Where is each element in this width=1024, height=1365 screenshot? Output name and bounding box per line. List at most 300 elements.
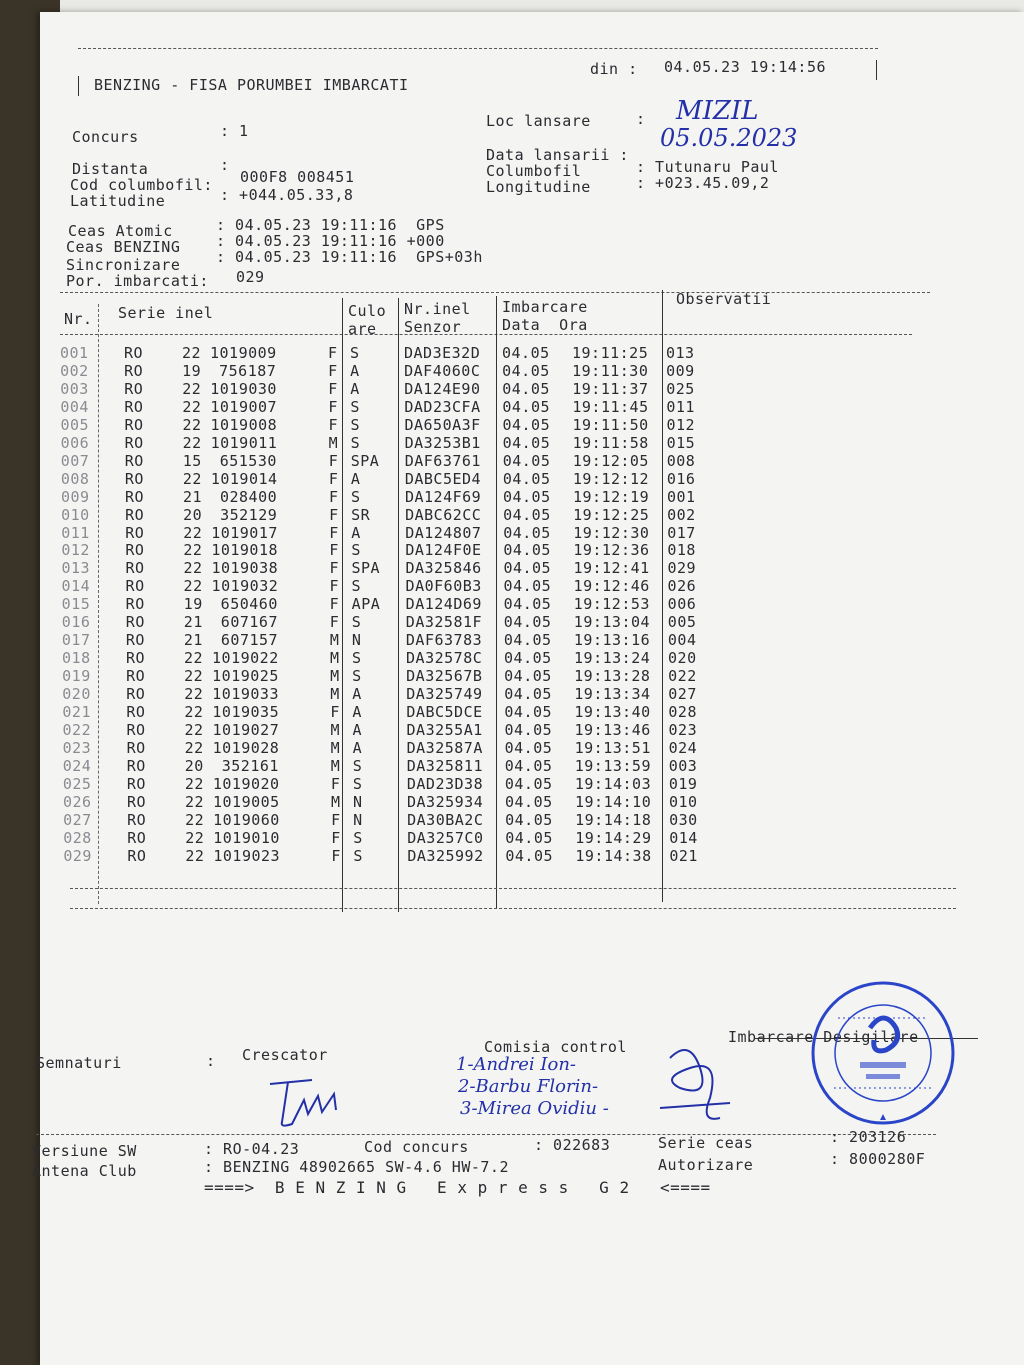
row-culoare: S xyxy=(350,415,360,434)
table-row xyxy=(41,541,1001,559)
longitudine-label: Longitudine xyxy=(486,178,591,196)
row-an: 22 xyxy=(185,828,205,847)
row-culoare: A xyxy=(352,703,362,721)
row-an: 22 xyxy=(183,523,203,542)
row-ora: 19:13:34 xyxy=(574,685,651,704)
row-inel: 1019025 xyxy=(212,667,279,686)
table-row xyxy=(41,434,1001,452)
row-ora: 19:12:25 xyxy=(573,505,650,524)
row-inel: 028400 xyxy=(219,487,278,506)
table-header-rule xyxy=(60,334,912,335)
row-data: 04.05 xyxy=(503,559,552,578)
row-obs: 029 xyxy=(667,559,697,578)
row-inel: 352129 xyxy=(220,505,278,524)
row-tara: RO xyxy=(126,667,146,686)
row-senzor: DA3253B1 xyxy=(404,433,481,452)
row-sex: F xyxy=(331,810,341,829)
table-row xyxy=(41,488,1001,506)
row-nr: 010 xyxy=(61,505,90,524)
table-row xyxy=(43,775,1003,793)
row-obs: 008 xyxy=(666,451,696,470)
row-inel: 1019020 xyxy=(212,774,280,793)
row-inel: 1019038 xyxy=(211,559,279,578)
ceas-atomic-value: : 04.05.23 19:11:16 GPS xyxy=(216,216,445,234)
row-tara: RO xyxy=(125,577,145,596)
row-inel: 1019005 xyxy=(213,792,280,811)
row-tara: RO xyxy=(126,703,146,721)
row-data: 04.05 xyxy=(505,810,553,829)
row-obs: 011 xyxy=(666,397,695,416)
row-ora: 19:13:16 xyxy=(573,631,651,650)
row-inel: 1019032 xyxy=(211,577,279,596)
row-tara: RO xyxy=(125,523,145,542)
row-sex: F xyxy=(329,613,340,632)
row-senzor: DA124F69 xyxy=(404,487,482,506)
row-an: 22 xyxy=(182,379,202,398)
row-senzor: DABC62CC xyxy=(405,505,482,524)
row-data: 04.05 xyxy=(504,774,553,793)
row-senzor: DA325934 xyxy=(407,792,484,811)
table-row xyxy=(43,829,1003,847)
row-sex: F xyxy=(329,559,339,578)
row-culoare: N xyxy=(353,792,363,811)
row-nr: 002 xyxy=(60,361,89,380)
row-an: 20 xyxy=(184,756,204,775)
row-sex: M xyxy=(330,685,340,704)
comisia-label: Comisia control xyxy=(484,1038,627,1056)
row-ora: 19:14:10 xyxy=(575,792,652,811)
table-row xyxy=(40,398,1000,416)
row-culoare: S xyxy=(351,541,361,560)
sincronizare-value: : 04.05.23 19:11:16 GPS+03h xyxy=(216,248,483,266)
row-nr: 006 xyxy=(60,433,90,452)
row-senzor: DA325846 xyxy=(405,559,482,578)
row-nr: 004 xyxy=(60,397,89,416)
row-nr: 016 xyxy=(61,613,91,632)
row-inel: 352161 xyxy=(221,756,279,775)
loc-lansare-sep: : xyxy=(636,110,646,128)
row-obs: 017 xyxy=(667,523,696,542)
row-inel: 1019017 xyxy=(211,523,278,542)
row-obs: 022 xyxy=(668,667,697,686)
row-culoare: S xyxy=(352,756,363,775)
row-sex: M xyxy=(331,792,341,811)
row-obs: 010 xyxy=(669,792,698,811)
row-nr: 027 xyxy=(63,810,92,829)
semnaturi-label: Semnaturi xyxy=(36,1054,122,1072)
ceas-benzing-label: Ceas BENZING xyxy=(66,238,181,256)
row-senzor: DA124F0E xyxy=(405,541,482,560)
row-tara: RO xyxy=(124,415,144,434)
data-lansarii-handwritten: 05.05.2023 xyxy=(660,124,798,152)
row-inel: 607157 xyxy=(220,631,279,650)
row-inel: 1019010 xyxy=(213,828,280,847)
row-ora: 19:11:50 xyxy=(572,415,649,434)
row-inel: 1019007 xyxy=(210,397,278,416)
row-tara: RO xyxy=(125,595,145,614)
row-an: 22 xyxy=(184,738,204,757)
print-date-value: 04.05.23 19:14:56 xyxy=(664,58,827,76)
row-inel: 607167 xyxy=(220,613,278,632)
row-obs: 027 xyxy=(668,685,697,704)
longitudine-value: : +023.45.09,2 xyxy=(636,174,770,192)
row-senzor: DA325811 xyxy=(406,756,483,775)
table-row xyxy=(40,344,1000,362)
distanta-value: : xyxy=(220,156,230,174)
row-nr: 009 xyxy=(60,487,90,506)
row-obs: 019 xyxy=(668,774,698,793)
row-ora: 19:11:58 xyxy=(572,433,649,452)
row-obs: 009 xyxy=(666,361,695,380)
row-culoare: N xyxy=(353,810,363,829)
row-culoare: S xyxy=(350,344,360,362)
row-tara: RO xyxy=(125,541,145,560)
row-sex: F xyxy=(331,846,341,865)
row-an: 22 xyxy=(185,846,205,865)
row-nr: 001 xyxy=(60,344,89,362)
row-sex: F xyxy=(328,451,339,470)
col-culoare-header-1: Culo xyxy=(348,302,387,320)
row-nr: 029 xyxy=(63,846,92,865)
row-nr: 003 xyxy=(60,379,89,398)
row-tara: RO xyxy=(125,505,145,524)
row-inel: 1019030 xyxy=(210,379,277,398)
row-data: 04.05 xyxy=(504,667,552,686)
row-data: 04.05 xyxy=(502,361,550,380)
distanta-label: Distanta xyxy=(72,160,149,178)
row-nr: 025 xyxy=(62,774,92,793)
row-obs: 030 xyxy=(669,810,698,829)
col-nr-header: Nr. xyxy=(64,310,93,328)
row-obs: 016 xyxy=(666,469,696,488)
table-row xyxy=(42,631,1002,649)
document-sheet xyxy=(32,12,1024,1365)
row-inel: 1019022 xyxy=(212,649,279,668)
row-culoare: SPA xyxy=(351,559,381,578)
latitudine-label: Latitudine xyxy=(70,192,166,210)
row-inel: 1019009 xyxy=(210,344,277,362)
row-culoare: S xyxy=(353,846,363,865)
row-culoare: SR xyxy=(351,505,371,524)
row-ora: 19:11:37 xyxy=(572,379,649,398)
header-left-edge xyxy=(78,76,79,96)
row-data: 04.05 xyxy=(503,631,552,650)
row-sex: F xyxy=(329,577,340,596)
row-culoare: A xyxy=(352,720,363,739)
row-sex: M xyxy=(330,649,340,668)
row-obs: 020 xyxy=(668,649,697,668)
table-row xyxy=(43,811,1003,829)
table-row xyxy=(41,470,1001,488)
row-senzor: DA325992 xyxy=(407,846,484,865)
row-culoare: SPA xyxy=(350,451,380,470)
row-tara: RO xyxy=(124,487,145,506)
row-tara: RO xyxy=(126,774,146,793)
row-culoare: S xyxy=(350,487,361,506)
row-data: 04.05 xyxy=(504,685,552,704)
row-inel: 1019028 xyxy=(212,738,280,757)
table-row xyxy=(42,613,1002,631)
row-ora: 19:12:53 xyxy=(573,595,650,614)
row-an: 22 xyxy=(183,577,203,596)
row-culoare: A xyxy=(350,469,361,488)
row-culoare: S xyxy=(352,667,362,686)
row-ora: 19:13:59 xyxy=(574,756,651,775)
row-nr: 026 xyxy=(63,792,92,811)
row-inel: 650460 xyxy=(220,595,278,614)
row-obs: 001 xyxy=(666,487,696,506)
row-an: 22 xyxy=(182,397,202,416)
row-an: 22 xyxy=(182,344,202,362)
autorizare-label: Autorizare xyxy=(658,1156,754,1174)
table-row xyxy=(41,452,1001,470)
footer-rule xyxy=(36,1134,936,1135)
row-an: 22 xyxy=(184,774,204,793)
row-tara: RO xyxy=(126,649,146,668)
row-sex: M xyxy=(330,667,340,686)
row-sex: F xyxy=(328,487,339,506)
row-data: 04.05 xyxy=(502,433,551,452)
row-ora: 19:14:29 xyxy=(575,828,652,847)
row-nr: 011 xyxy=(61,523,90,542)
table-row xyxy=(43,793,1003,811)
cod-concurs-label: Cod concurs xyxy=(364,1138,469,1156)
row-ora: 19:11:45 xyxy=(572,397,649,416)
comisia-signatures-scribble xyxy=(650,1038,750,1128)
row-an: 22 xyxy=(185,810,205,829)
ceas-atomic-label: Ceas Atomic xyxy=(68,222,173,240)
row-nr: 028 xyxy=(63,828,92,847)
row-data: 04.05 xyxy=(504,649,552,668)
row-data: 04.05 xyxy=(504,738,553,757)
row-nr: 021 xyxy=(62,703,91,721)
concurs-value: : 1 xyxy=(220,122,249,140)
row-obs: 006 xyxy=(667,595,697,614)
row-nr: 008 xyxy=(60,469,90,488)
table-row xyxy=(42,685,1002,703)
col-inel-header-2: Senzor xyxy=(404,318,462,336)
row-inel: 1019060 xyxy=(213,810,280,829)
row-sex: M xyxy=(329,631,340,650)
row-senzor: DA3257C0 xyxy=(407,828,484,847)
row-culoare: S xyxy=(350,397,360,416)
table-bottom-rule-2 xyxy=(70,908,956,909)
row-tara: RO xyxy=(125,613,145,632)
row-data: 04.05 xyxy=(503,505,551,524)
row-obs: 003 xyxy=(668,756,698,775)
row-data: 04.05 xyxy=(502,451,551,470)
row-obs: 004 xyxy=(667,631,697,650)
table-row xyxy=(43,757,1003,775)
row-culoare: A xyxy=(351,523,361,542)
row-senzor: DAF63783 xyxy=(405,631,483,650)
columbofil-value: : Tutunaru Paul xyxy=(636,158,779,176)
row-an: 21 xyxy=(183,631,203,650)
print-date-label: din : xyxy=(590,60,638,78)
row-inel: 1019023 xyxy=(213,846,281,865)
row-nr: 014 xyxy=(61,577,91,596)
porumbei-imbarcati-value: 029 xyxy=(236,268,265,286)
row-senzor: DA32587A xyxy=(406,738,483,757)
row-sex: M xyxy=(330,720,341,739)
row-senzor: DAD23D38 xyxy=(406,774,484,793)
row-an: 22 xyxy=(184,649,204,668)
table-row xyxy=(40,362,1000,380)
row-inel: 1019018 xyxy=(211,541,279,560)
row-nr: 005 xyxy=(60,415,90,434)
antena-label: Antena Club xyxy=(32,1162,137,1180)
table-top-rule xyxy=(60,292,930,293)
table-row xyxy=(42,649,1002,667)
row-sex: F xyxy=(330,703,340,721)
cod-columbofil-label: Cod columbofil: xyxy=(70,176,213,194)
row-tara: RO xyxy=(126,756,146,775)
row-data: 04.05 xyxy=(503,523,551,542)
row-ora: 19:12:05 xyxy=(572,451,649,470)
row-tara: RO xyxy=(127,846,147,865)
row-data: 04.05 xyxy=(503,613,552,632)
row-data: 04.05 xyxy=(502,415,551,434)
row-nr: 015 xyxy=(61,595,91,614)
row-ora: 19:13:51 xyxy=(574,738,651,757)
table-row xyxy=(40,416,1000,434)
row-sex: F xyxy=(329,523,339,542)
row-culoare: S xyxy=(352,774,363,793)
row-an: 19 xyxy=(183,595,203,614)
header-right-edge xyxy=(876,60,877,80)
row-sex: F xyxy=(328,379,338,398)
row-obs: 012 xyxy=(666,415,696,434)
row-obs: 013 xyxy=(666,344,695,362)
table-row xyxy=(41,559,1001,577)
row-tara: RO xyxy=(124,379,144,398)
semnaturi-sep: : xyxy=(206,1052,216,1070)
row-ora: 19:11:30 xyxy=(572,361,649,380)
row-tara: RO xyxy=(124,469,144,488)
row-obs: 018 xyxy=(667,541,696,560)
row-an: 22 xyxy=(184,720,204,739)
row-sex: F xyxy=(328,344,338,362)
row-senzor: DABC5ED4 xyxy=(404,469,482,488)
row-data: 04.05 xyxy=(504,720,553,739)
row-nr: 019 xyxy=(62,667,91,686)
row-sex: F xyxy=(329,595,340,614)
table-row xyxy=(42,703,1002,721)
row-senzor: DA32581F xyxy=(405,613,483,632)
row-an: 22 xyxy=(182,415,202,434)
row-inel: 1019033 xyxy=(212,685,279,704)
col-imbarcare-header-2: Data Ora xyxy=(502,316,588,334)
row-nr: 017 xyxy=(61,631,91,650)
row-tara: RO xyxy=(127,810,147,829)
row-senzor: DA124D69 xyxy=(405,595,482,614)
row-culoare: A xyxy=(352,685,362,704)
row-tara: RO xyxy=(126,738,146,757)
row-data: 04.05 xyxy=(505,846,554,865)
row-tara: RO xyxy=(124,433,144,452)
row-obs: 014 xyxy=(669,828,698,847)
row-ora: 19:12:41 xyxy=(573,559,650,578)
table-row xyxy=(42,577,1002,595)
row-inel: 1019035 xyxy=(212,703,280,721)
row-obs: 002 xyxy=(667,505,696,524)
row-culoare: S xyxy=(351,613,362,632)
row-senzor: DA3255A1 xyxy=(406,720,483,739)
row-sex: M xyxy=(330,756,341,775)
row-ora: 19:13:40 xyxy=(574,703,651,721)
data-lansarii-label: Data lansarii : xyxy=(486,146,629,164)
versiune-value: : RO-04.23 xyxy=(204,1140,300,1158)
row-nr: 007 xyxy=(60,451,90,470)
row-inel: 1019027 xyxy=(212,720,280,739)
row-ora: 19:13:24 xyxy=(574,649,651,668)
row-tara: RO xyxy=(125,559,145,578)
row-ora: 19:12:19 xyxy=(572,487,650,506)
row-sex: M xyxy=(328,433,339,452)
row-ora: 19:12:36 xyxy=(573,541,650,560)
row-inel: 1019011 xyxy=(210,433,278,452)
table-row xyxy=(43,739,1003,757)
row-senzor: DA32567B xyxy=(406,667,483,686)
versiune-label: Versiune SW xyxy=(32,1142,137,1160)
row-tara: RO xyxy=(127,792,147,811)
row-data: 04.05 xyxy=(504,756,553,775)
row-tara: RO xyxy=(124,397,144,416)
row-an: 22 xyxy=(182,433,202,452)
row-data: 04.05 xyxy=(502,487,551,506)
row-tara: RO xyxy=(124,344,144,362)
col-inel-header-1: Nr.inel xyxy=(404,300,471,318)
latitudine-value: : +044.05.33,8 xyxy=(220,186,354,204)
row-obs: 028 xyxy=(668,703,697,721)
row-ora: 19:12:46 xyxy=(573,577,650,596)
row-data: 04.05 xyxy=(502,344,550,362)
col-imbarcare-header-1: Imbarcare xyxy=(502,298,588,316)
row-sex: F xyxy=(329,541,339,560)
row-sex: F xyxy=(328,361,338,380)
comisia-name-3: 3-Mirea Ovidiu - xyxy=(460,1098,609,1119)
row-obs: 024 xyxy=(668,738,698,757)
cod-columbofil-value: 000F8 008451 xyxy=(240,168,355,186)
row-culoare: S xyxy=(350,433,361,452)
row-senzor: DA650A3F xyxy=(404,415,481,434)
row-senzor: DAD3E32D xyxy=(404,344,481,362)
row-nr: 018 xyxy=(62,649,91,668)
row-ora: 19:11:25 xyxy=(572,344,649,362)
serie-ceas-value: : 203126 xyxy=(830,1128,907,1146)
row-senzor: DA32578C xyxy=(406,649,483,668)
row-ora: 19:14:18 xyxy=(575,810,652,829)
row-culoare: S xyxy=(352,649,362,668)
row-obs: 025 xyxy=(666,379,695,398)
row-an: 19 xyxy=(182,361,202,380)
row-an: 22 xyxy=(184,703,204,721)
row-obs: 015 xyxy=(666,433,696,452)
row-nr: 022 xyxy=(62,720,92,739)
row-tara: RO xyxy=(127,828,147,847)
row-an: 21 xyxy=(183,613,203,632)
row-ora: 19:14:38 xyxy=(575,846,652,865)
row-an: 22 xyxy=(185,792,205,811)
imbarcare-desigilare-label: Imbarcare Desigilare xyxy=(728,1028,919,1046)
row-an: 15 xyxy=(182,451,202,470)
row-culoare: A xyxy=(350,379,360,398)
cod-concurs-value: : 022683 xyxy=(534,1136,611,1154)
row-ora: 19:13:46 xyxy=(574,720,651,739)
row-culoare: APA xyxy=(351,595,381,614)
comisia-name-2: 2-Barbu Florin- xyxy=(458,1076,599,1097)
row-senzor: DA30BA2C xyxy=(407,810,484,829)
